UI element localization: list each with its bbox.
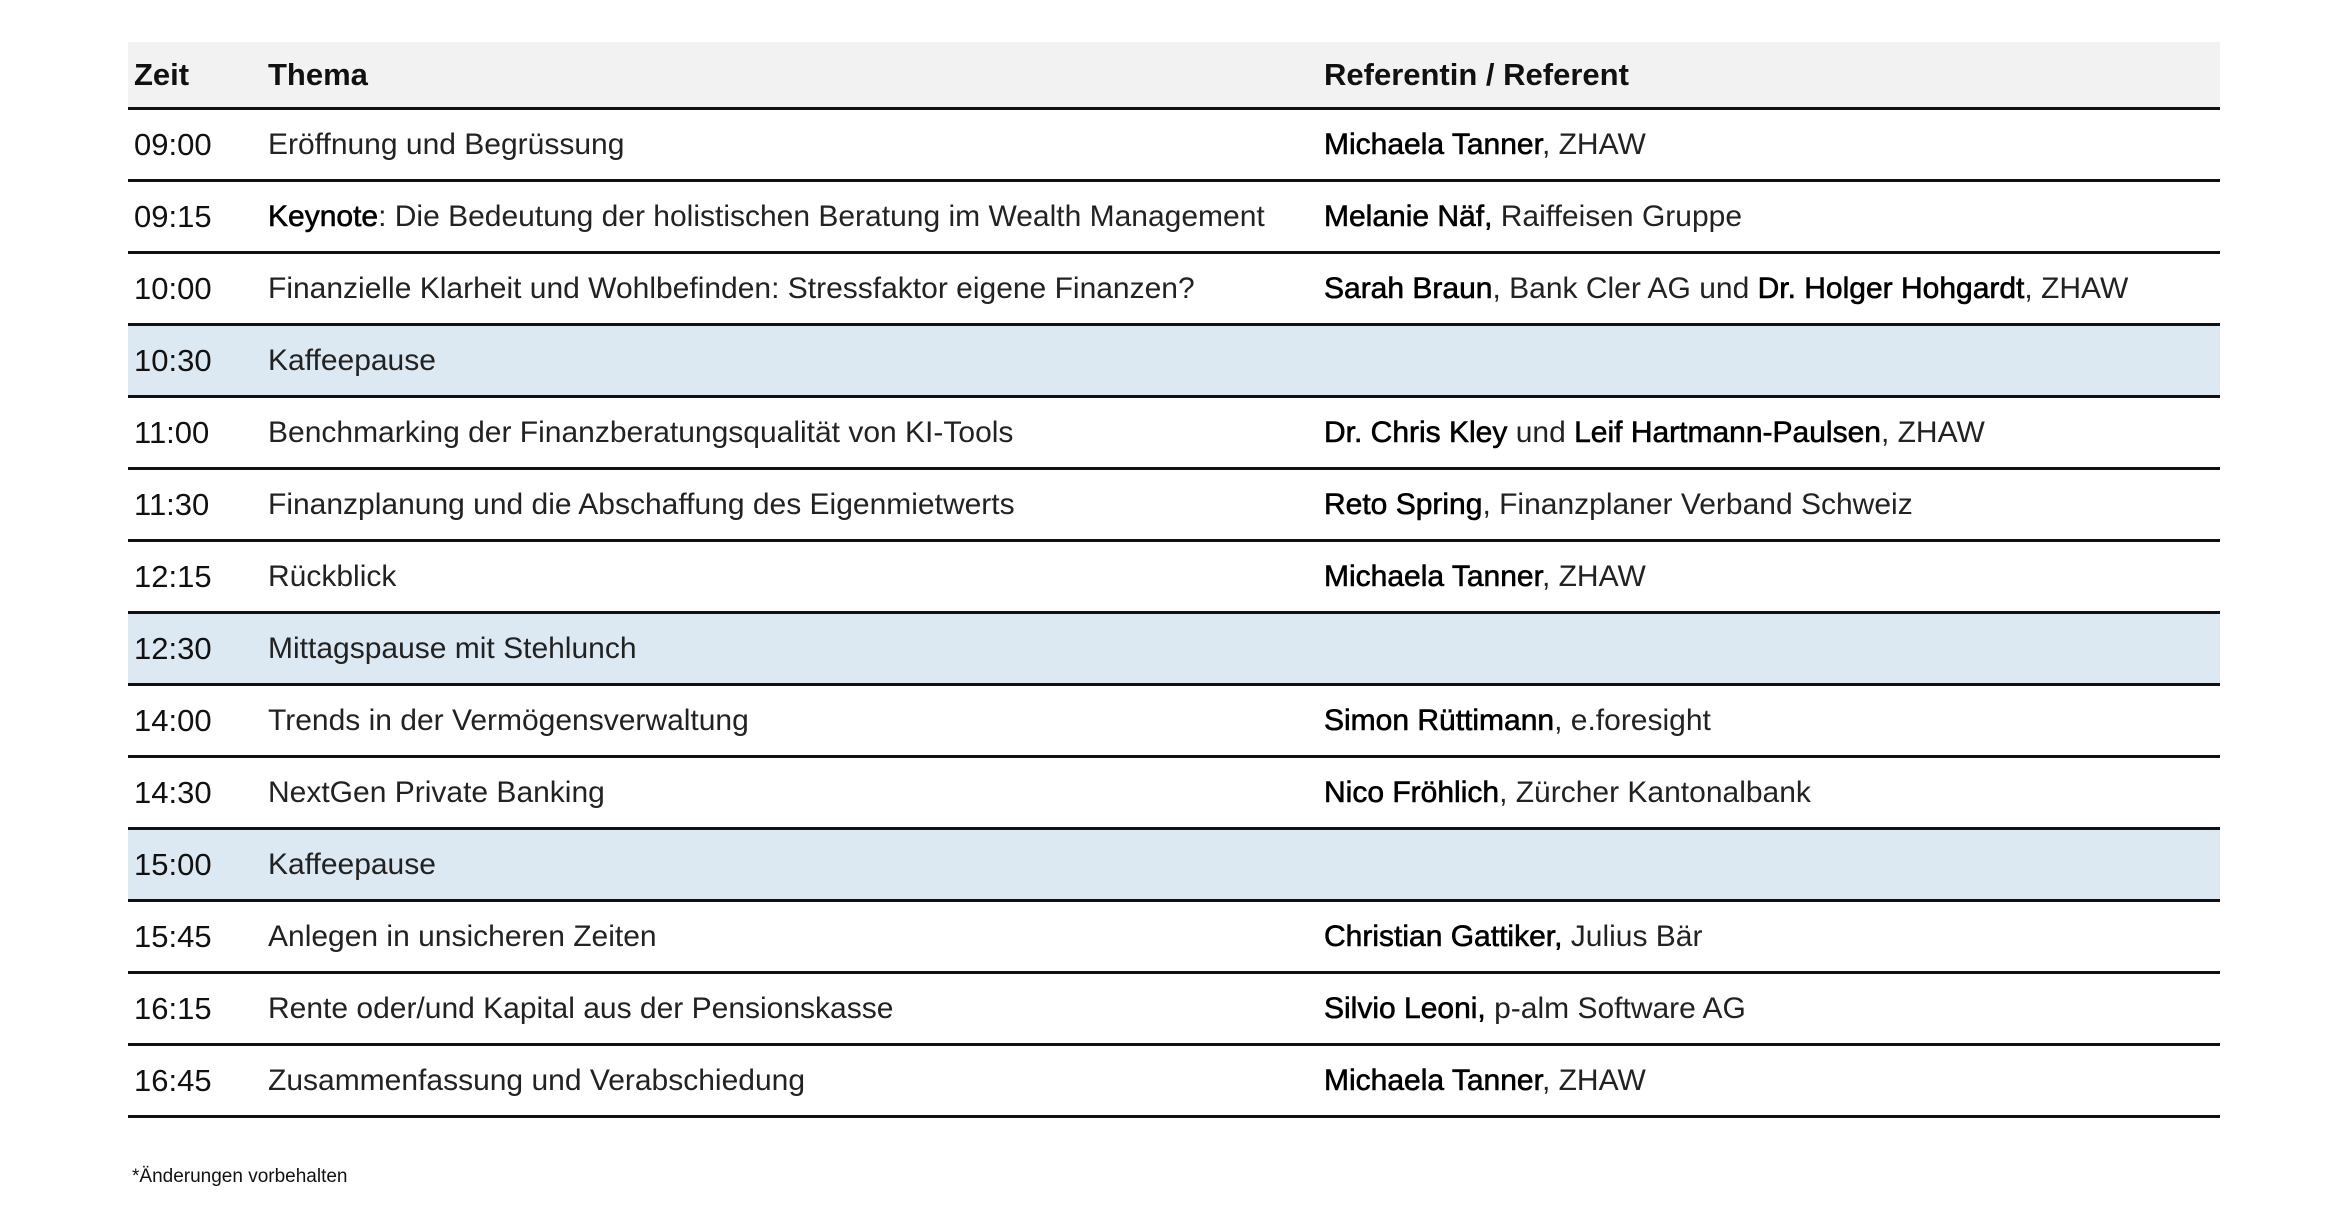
speaker-affiliation: , ZHAW [1541,559,1646,593]
topic-cell [268,848,1324,882]
speaker-affiliation: Julius Bär [1562,919,1703,953]
speaker-name: Reto Spring [1324,487,1483,521]
table-row [128,110,2220,182]
speaker-name: Leif Hartmann-Paulsen [1574,415,1881,449]
time-cell: 09:00 [134,126,212,162]
time-cell: 16:45 [134,1062,212,1098]
topic-text: : Die Bedeutung der holistischen Beratung im Wealth Management [378,199,1265,233]
speaker-affiliation: und [1507,415,1575,449]
time-cell: 09:15 [134,198,212,234]
header-topic: Thema [268,56,368,92]
table-row [128,758,2220,830]
time-cell: 15:45 [134,918,212,954]
topic-cell [268,560,1324,594]
time-cell: 11:30 [134,486,210,522]
speaker-cell [1324,560,2220,594]
time-cell: 10:30 [134,342,212,378]
speaker-affiliation: , ZHAW [2024,271,2129,305]
speaker-affiliation: , Finanzplaner Verband Schweiz [1482,487,1913,521]
speaker-name: Michaela Tanner [1324,559,1542,593]
time-cell: 15:00 [134,846,212,882]
topic-text: Rente oder/und Kapital aus der Pensionskasse [268,991,894,1025]
break-row [128,830,2220,902]
table-row [128,686,2220,758]
speaker-cell [1324,128,2220,162]
topic-cell [268,272,1324,306]
topic-cell [268,344,1324,378]
topic-text: Kaffeepause [268,343,436,377]
break-row [128,614,2220,686]
speaker-affiliation: , ZHAW [1541,127,1646,161]
speaker-affiliation: Raiffeisen Gruppe [1492,199,1743,233]
table-body [128,110,2220,1118]
speaker-name: Michaela Tanner [1324,1063,1542,1097]
topic-text: Anlegen in unsicheren Zeiten [268,919,657,953]
break-row [128,326,2220,398]
agenda-table [128,42,2220,1118]
table-row [128,182,2220,254]
speaker-cell [1324,920,2220,954]
time-cell: 14:00 [134,702,212,738]
topic-text: Benchmarking der Finanzberatungsqualität von KI-Tools [268,415,1014,449]
speaker-name: Christian Gattiker, [1324,919,1563,953]
topic-text: Zusammenfassung und Verabschiedung [268,1063,806,1097]
table-row [128,1046,2220,1118]
time-cell: 12:30 [134,630,212,666]
speaker-cell [1324,1064,2220,1098]
speaker-cell [1324,200,2220,234]
time-cell: 12:15 [134,558,212,594]
speaker-cell [1324,776,2220,810]
speaker-cell [1324,992,2220,1026]
time-cell: 16:15 [134,990,212,1026]
topic-text: Mittagspause mit Stehlunch [268,631,637,665]
speaker-name: Michaela Tanner [1324,127,1542,161]
speaker-name: Dr. Chris Kley [1324,415,1508,449]
topic-text: Finanzplanung und die Abschaffung des Eigenmietwerts [268,487,1015,521]
topic-text: Eröffnung und Begrüssung [268,127,625,161]
speaker-name: Sarah Braun [1324,271,1493,305]
topic-cell [268,416,1324,450]
header-time: Zeit [134,56,190,92]
time-cell: 14:30 [134,774,212,810]
table-row [128,542,2220,614]
topic-cell [268,200,1324,234]
topic-text: NextGen Private Banking [268,775,605,809]
topic-cell [268,1064,1324,1098]
speaker-cell [1324,488,2220,522]
topic-text: Finanzielle Klarheit und Wohlbefinden: Stressfaktor eigene Finanzen? [268,271,1195,305]
time-cell: 11:00 [134,414,210,450]
speaker-name: Silvio Leoni, [1324,991,1486,1025]
table-row [128,974,2220,1046]
footnote: *Änderungen vorbehalten [132,1166,348,1187]
time-cell: 10:00 [134,270,212,306]
topic-text: Kaffeepause [268,847,436,881]
table-row [128,470,2220,542]
speaker-affiliation: p-alm Software AG [1485,991,1746,1025]
topic-cell [268,992,1324,1026]
table-header [128,42,2220,110]
speaker-cell [1324,704,2220,738]
speaker-affiliation: , ZHAW [1541,1063,1646,1097]
topic-cell [268,128,1324,162]
topic-cell [268,920,1324,954]
topic-cell [268,704,1324,738]
speaker-cell [1324,272,2220,306]
topic-text: Trends in der Vermögensverwaltung [268,703,749,737]
speaker-name: Simon Rüttimann [1324,703,1555,737]
header-speaker: Referentin / Referent [1324,56,1629,92]
speaker-name: Nico Fröhlich [1324,775,1500,809]
topic-cell [268,776,1324,810]
topic-text: Rückblick [268,559,397,593]
speaker-cell [1324,416,2220,450]
table-row [128,254,2220,326]
topic-cell [268,632,1324,666]
topic-highlight: Keynote [268,199,379,233]
table-row [128,398,2220,470]
table-row [128,902,2220,974]
speaker-affiliation: , Bank Cler AG und [1492,271,1758,305]
topic-cell [268,488,1324,522]
speaker-name: Dr. Holger Hohgardt [1757,271,2025,305]
speaker-name: Melanie Näf, [1324,199,1493,233]
speaker-affiliation: , Zürcher Kantonalbank [1499,775,1811,809]
speaker-affiliation: , ZHAW [1880,415,1985,449]
speaker-affiliation: , e.foresight [1554,703,1711,737]
